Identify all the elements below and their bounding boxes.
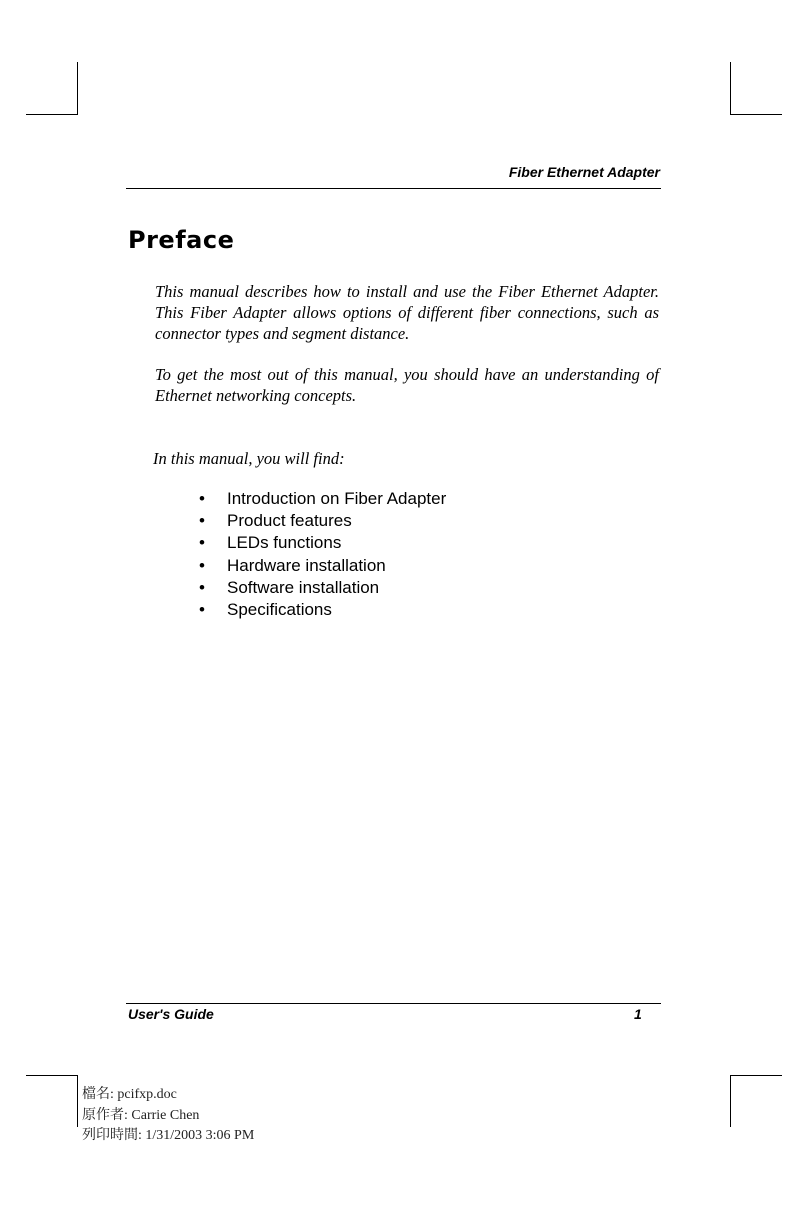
list-item-label: Product features: [227, 511, 352, 531]
prerequisite-paragraph: To get the most out of this manual, you should have an understanding of Ethernet networking concepts.: [155, 365, 659, 405]
contents-intro-label: In this manual, you will find:: [153, 449, 345, 468]
file-print-time: 列印時間: 1/31/2003 3:06 PM: [82, 1128, 255, 1143]
list-item-label: Specifications: [227, 599, 332, 619]
list-item-label: Software installation: [227, 577, 380, 597]
bullet-icon: •: [199, 489, 205, 508]
list-item: [199, 555, 446, 577]
running-footer-title: User's Guide: [128, 1006, 214, 1022]
intro-paragraph: This manual describes how to install and use the Fiber Ethernet Adapter. This Fiber Adapter allows options of different fiber connections, such as connector types and segment distance.: [155, 282, 659, 343]
list-item: [199, 599, 446, 621]
file-name: 檔名: pcifxp.doc: [82, 1087, 177, 1102]
list-item: [199, 488, 446, 510]
crop-mark-bottom-right-vertical: [730, 1075, 731, 1127]
footer-rule: [126, 1003, 661, 1004]
file-info-block: [82, 1085, 254, 1147]
crop-mark-top-left-vertical: [77, 62, 78, 115]
file-author: 原作者: Carrie Chen: [82, 1107, 200, 1123]
crop-mark-top-right-vertical: [730, 62, 731, 115]
page-title: Preface: [128, 226, 235, 254]
crop-mark-top-right-horizontal: [730, 114, 782, 115]
list-item: [199, 532, 446, 554]
bullet-icon: •: [199, 577, 205, 597]
crop-mark-bottom-right-horizontal: [730, 1075, 782, 1076]
bullet-icon: •: [199, 599, 205, 619]
list-item: [199, 577, 446, 599]
list-item-label: LEDs functions: [227, 533, 342, 553]
header-rule: [126, 188, 661, 189]
list-item-label: Introduction on Fiber Adapter: [227, 489, 447, 508]
bullet-icon: •: [199, 511, 205, 531]
crop-mark-bottom-left-horizontal: [26, 1075, 78, 1076]
crop-mark-bottom-left-vertical: [77, 1075, 78, 1127]
running-header-title: Fiber Ethernet Adapter: [508, 164, 660, 180]
crop-mark-top-left-horizontal: [26, 114, 78, 115]
list-item: [199, 510, 446, 532]
bullet-icon: •: [199, 555, 205, 575]
contents-list: [199, 488, 446, 621]
page-number: 1: [634, 1006, 642, 1022]
list-item-label: Hardware installation: [227, 555, 386, 575]
bullet-icon: •: [199, 533, 205, 553]
